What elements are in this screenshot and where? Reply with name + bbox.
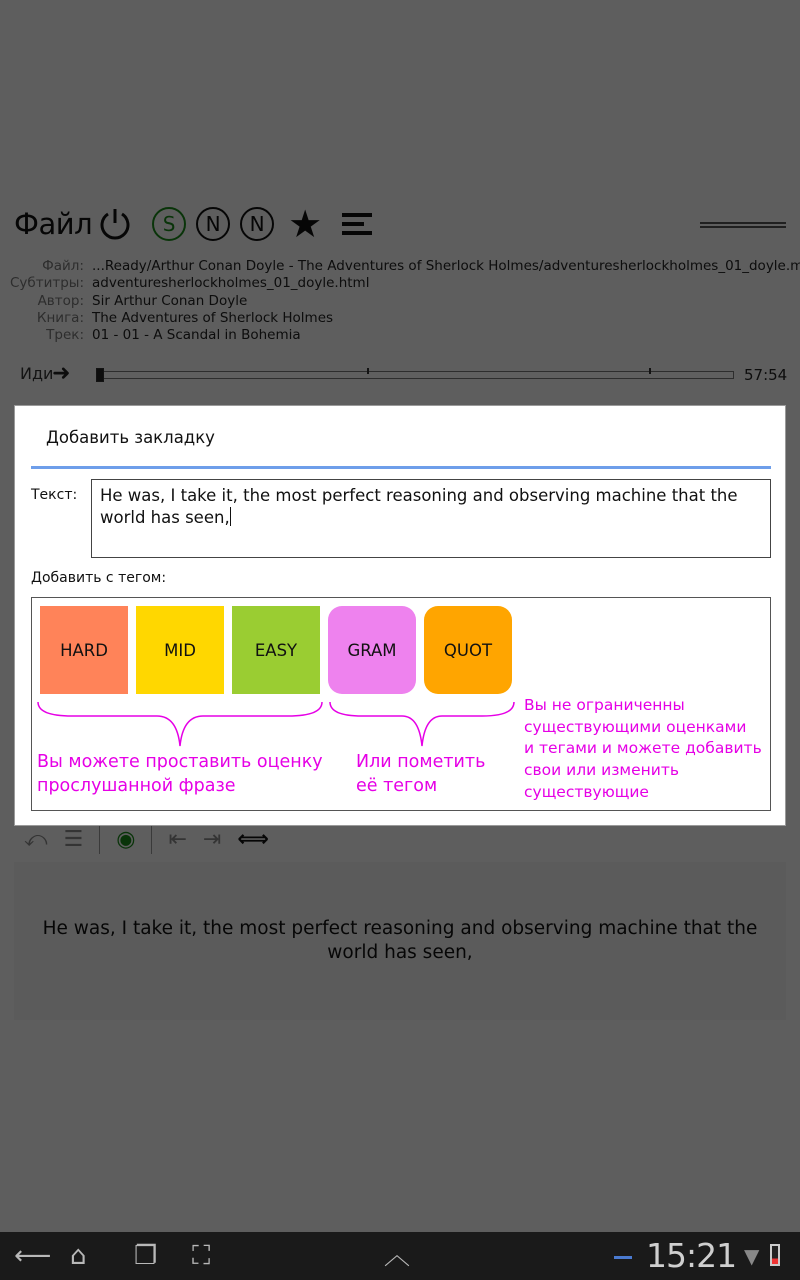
custom-hint-line: и тегами и можете добавить bbox=[524, 739, 762, 758]
custom-hint-line: Вы не ограниченны bbox=[524, 696, 685, 714]
tag-mid-button[interactable]: MID bbox=[136, 606, 224, 694]
add-bookmark-dialog bbox=[14, 405, 786, 826]
custom-hint-line: существующими оценками bbox=[524, 717, 747, 736]
custom-hint-line: существующие bbox=[524, 782, 649, 801]
dialog-title: Добавить закладку bbox=[46, 428, 215, 447]
rating-hint-line: Вы можете проставить оценку bbox=[37, 752, 323, 772]
notification-dash-icon[interactable] bbox=[614, 1256, 632, 1259]
tag-hint-line: Или пометить bbox=[356, 752, 486, 772]
home-icon[interactable]: ⌂ bbox=[70, 1241, 87, 1271]
tag-quot-button[interactable]: QUOT bbox=[424, 606, 512, 694]
clock[interactable]: 15:21 bbox=[646, 1236, 737, 1275]
screenshot-icon[interactable]: ⛶ bbox=[192, 1241, 211, 1271]
tag-easy-button[interactable]: EASY bbox=[232, 606, 320, 694]
signal-icon: ▼ bbox=[744, 1244, 760, 1268]
tag-label: Добавить с тегом: bbox=[31, 570, 167, 586]
battery-icon bbox=[770, 1244, 780, 1266]
recent-apps-icon[interactable]: ❐ bbox=[134, 1241, 158, 1271]
text-label: Текст: bbox=[31, 487, 78, 503]
text-caret bbox=[230, 507, 231, 526]
bookmark-text-input[interactable] bbox=[91, 479, 771, 558]
tag-hint-line: её тегом bbox=[356, 776, 438, 796]
rating-hint-line: прослушанной фразе bbox=[37, 776, 236, 796]
tag-gram-button[interactable]: GRAM bbox=[328, 606, 416, 694]
tag-hint bbox=[356, 750, 485, 798]
rating-brace bbox=[38, 702, 322, 746]
custom-hint-line: свои или изменить bbox=[524, 761, 680, 780]
bookmark-text-value: He was, I take it, the most perfect reasoning and observing machine that the world has seen, bbox=[100, 486, 738, 527]
tag-hard-button[interactable]: HARD bbox=[40, 606, 128, 694]
title-divider bbox=[31, 466, 771, 469]
custom-hint bbox=[524, 695, 774, 804]
system-nav-bar bbox=[0, 1232, 800, 1280]
tag-brace bbox=[330, 702, 514, 746]
tag-panel bbox=[31, 597, 771, 811]
chevron-up-icon[interactable]: ︿ bbox=[384, 1241, 411, 1271]
rating-hint bbox=[37, 750, 323, 798]
back-icon[interactable]: ⟵ bbox=[14, 1241, 52, 1271]
